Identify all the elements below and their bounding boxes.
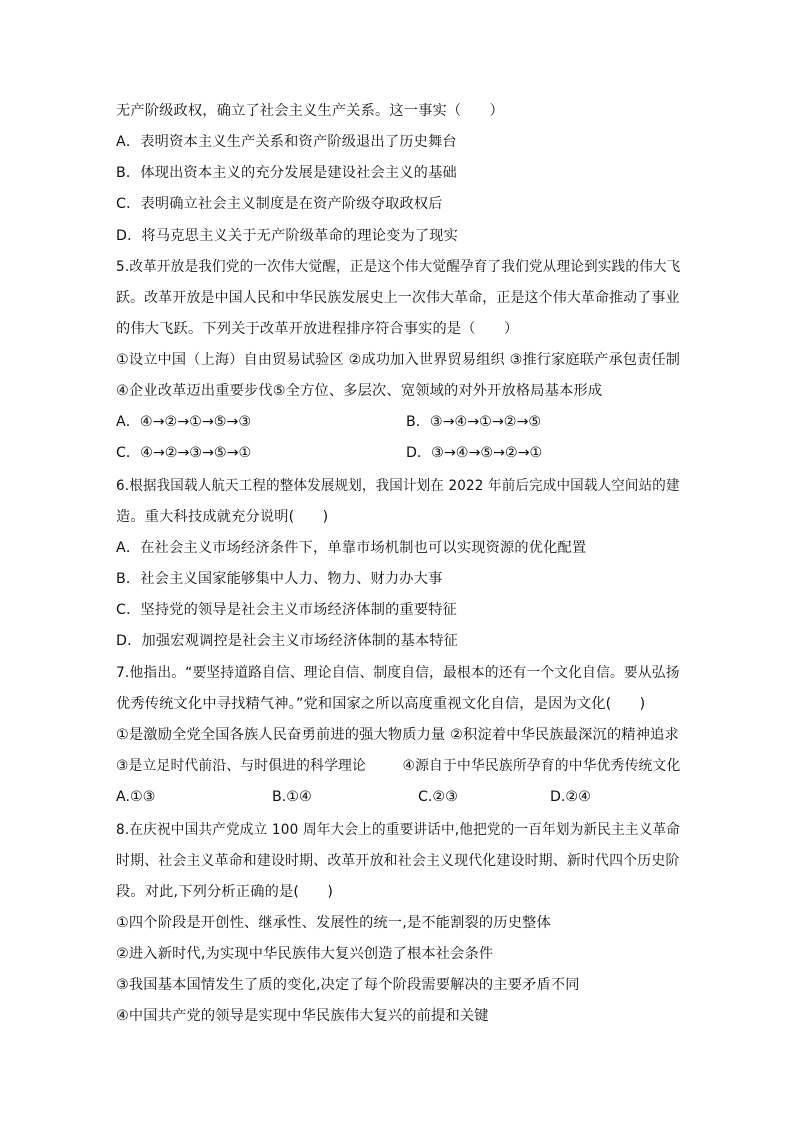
q7-option-d: D.②④ xyxy=(550,789,591,805)
q5-option-d: D．③→④→⑤→②→① xyxy=(406,445,543,461)
q6-stem-line-1: 6.根据我国载人航天工程的整体发展规划，我国计划在 2022 年前后完成中国载人空间站的建 xyxy=(116,478,680,494)
q6-option-a: A．在社会主义市场经济条件下，单靠市场机制也可以实现资源的优化配置 xyxy=(116,540,587,556)
q8-item-3: ③我国基本国情发生了质的变化,决定了每个阶段需要解决的主要矛盾不同 xyxy=(116,977,580,993)
q8-stem-line-3: 段。对此,下列分析正确的是( ) xyxy=(116,884,334,900)
q7-stem-line-1: 7.他指出。“要坚持道路自信、理论自信、制度自信，最根本的还有一个文化自信。要从弘扬 xyxy=(116,665,680,681)
q4-option-c: C．表明确立社会主义制度是在资产阶级夺取政权后 xyxy=(116,196,443,212)
q8-item-2: ②进入新时代,为实现中华民族伟大复兴创造了根本社会条件 xyxy=(116,946,494,962)
q7-item-line-1: ①是激励全党全国各族人民奋勇前进的强大物质力量 ②积淀着中华民族最深沉的精神追求 xyxy=(116,727,679,743)
q5-item-line-2: ④企业改革迈出重要步伐⑤全方位、多层次、宽领域的对外开放格局基本形成 xyxy=(116,383,603,399)
q4-option-b: B．体现出资本主义的充分发展是建设社会主义的基础 xyxy=(116,165,457,181)
q5-option-a: A．④→②→①→⑤→③ xyxy=(116,414,252,430)
q4-stem-tail: 无产阶级政权，确立了社会主义生产关系。这一事实（ ） xyxy=(116,103,504,119)
q7-option-c: C.②③ xyxy=(418,789,458,805)
q7-item-line-2: ③是立足时代前沿、与时俱进的科学理论 ④源自于中华民族所孕育的中华优秀传统文化 xyxy=(116,758,681,774)
q7-option-b: B.①④ xyxy=(272,789,312,805)
q6-option-d: D．加强宏观调控是社会主义市场经济体制的基本特征 xyxy=(116,633,459,649)
q7-stem-line-2: 优秀传统文化中寻找精气神。”党和国家之所以高度重视文化自信，是因为文化( ) xyxy=(116,696,646,712)
q5-option-b: B．③→④→①→②→⑤ xyxy=(406,414,542,430)
q8-stem-line-1: 8.在庆祝中国共产党成立 100 周年大会上的重要讲话中,他把党的一百年划为新民主主义革命 xyxy=(116,822,681,838)
q5-stem-line-1: 5.改革开放是我们党的一次伟大觉醒，正是这个伟大觉醒孕育了我们党从理论到实践的伟大飞 xyxy=(116,259,681,275)
q5-stem-line-3: 的伟大飞跃。下列关于改革开放进程排序符合事实的是（ ） xyxy=(116,321,519,337)
q4-option-d: D．将马克思主义关于无产阶级革命的理论变为了现实 xyxy=(116,228,459,244)
q5-stem-line-2: 跃。改革开放是中国人民和中华民族发展史上一次伟大革命，正是这个伟大革命推动了事业 xyxy=(116,290,680,306)
q7-option-a: A.①③ xyxy=(116,789,156,805)
q8-item-1: ①四个阶段是开创性、继承性、发展性的统一,是不能割裂的历史整体 xyxy=(116,915,551,931)
q8-item-4: ④中国共产党的领导是实现中华民族伟大复兴的前提和关键 xyxy=(116,1008,489,1024)
q5-item-line-1: ①设立中国（上海）自由贸易试验区 ②成功加入世界贸易组织 ③推行家庭联产承包责任制 xyxy=(116,352,681,368)
q6-stem-line-2: 造。重大科技成就充分说明( ) xyxy=(116,509,329,525)
q6-option-c: C．坚持党的领导是社会主义市场经济体制的重要特征 xyxy=(116,602,458,618)
q4-option-a: A．表明资本主义生产关系和资产阶级退出了历史舞台 xyxy=(116,134,457,150)
q8-stem-line-2: 时期、社会主义革命和建设时期、改革开放和社会主义现代化建设时期、新时代四个历史阶 xyxy=(116,853,680,869)
q6-option-b: B．社会主义国家能够集中人力、物力、财力办大事 xyxy=(116,571,443,587)
q5-option-c: C．④→②→③→⑤→① xyxy=(116,445,252,461)
